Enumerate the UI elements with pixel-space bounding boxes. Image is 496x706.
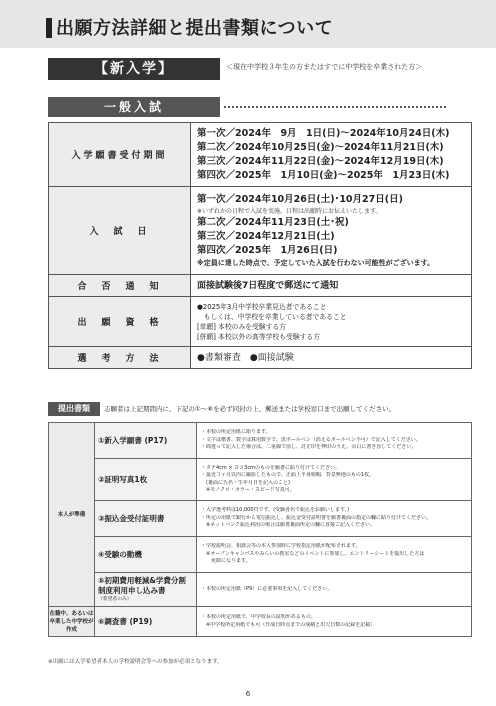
row-label: 出 願 資 格	[49, 297, 191, 347]
document-name: ③振込金受付証明書	[95, 501, 197, 537]
exam-date-line: 第三次／2024年12月21日(土)	[197, 230, 335, 242]
qualification-line: ●2025年3月中学校卒業見込者であること	[197, 302, 327, 311]
document-name: ①新入学願書 (P17)	[95, 423, 197, 459]
group-school-label: 在籍中、あるいは卒業した中学校が作成	[49, 607, 95, 637]
document-description: ・本校の所定用紙で、中学校長の証明があるもの。 ※中学校所定用紙でも可（作成日時点までの成績と出欠日数の記録を記載）	[197, 607, 472, 637]
row-value	[191, 187, 472, 275]
document-description: ・タテ4cm × ヨコ3cmのものを願書に貼り付けてください。 ・最近３ヶ月以内に撮影したもので、正面上半身脱帽、背景無地のもの1枚。 (裏面に氏名・生年月日を記入のこと) ※モノクロ・カラー・スピード写真可。	[197, 459, 472, 501]
table-row	[49, 297, 472, 347]
table-row	[49, 537, 472, 573]
schedule-line: 第三次／2024年11月22日(金)～2024年12月19日(木)	[197, 155, 444, 167]
document-description: ・学校説明会、相談会等の本人参加時に学校指定用紙が配布されます。 ※オープンキャンパスやみらいの教室などのイベントに参加し、エントリーシートを提出した方は 免除になります。	[197, 537, 472, 573]
qualification-line: [併願] 本校以外の高等学校も受験する方	[197, 332, 321, 341]
document-name: ④受験の動機	[95, 537, 197, 573]
category-banner: 【新入学】	[48, 58, 220, 80]
exam-date-line: 第一次／2024年10月26日(土)･10月27日(日)	[197, 193, 403, 205]
table-row	[49, 123, 472, 187]
row-label: 入 試 日	[49, 187, 191, 275]
page-title: 出願方法詳細と提出書類について	[56, 18, 334, 39]
qualification-line: [単願] 本校のみを受験する方	[197, 322, 287, 331]
documents-table	[48, 422, 472, 637]
row-label: 選 考 方 法	[49, 347, 191, 369]
schedule-line: 第二次／2024年10月25日(金)～2024年11月21日(木)	[197, 141, 444, 153]
header-accent-bar	[46, 18, 52, 38]
document-name: ⑤初期費用軽減&学費分割制度利用申し込み書 （希望者のみ）	[95, 573, 197, 607]
exam-date-note: ※いずれかの日程で入試を実施。日程は出願時にお伝えいたします。	[197, 207, 382, 215]
row-value	[191, 297, 472, 347]
schedule-line: 第四次／2025年 1月10日(金)～2025年 1月23日(木)	[197, 169, 450, 181]
row-value	[191, 123, 472, 187]
table-row	[49, 501, 472, 537]
footnote: ※出願には入学希望者本人の学校説明会等への参加が必須となります。	[48, 659, 223, 665]
table-row	[49, 459, 472, 501]
general-exam-table	[48, 122, 472, 369]
document-name: ⑥調査書 (P19)	[95, 607, 197, 637]
row-value: 面接試験後7日程度で郵送にて通知	[191, 275, 472, 297]
table-row	[49, 423, 472, 459]
table-row	[49, 607, 472, 637]
exam-date-note: ※定員に達した時点で、予定していた入試を行わない可能性がございます。	[197, 258, 435, 267]
section-title: 一般入試	[48, 97, 220, 117]
document-description: ・本校の所定用紙に限ります。 ・文字は楷書、数字は算用数字で、黒ボールペン（消えるボールペン不可）で記入してください。 ・間違って記入した場合は、二重線で消し、訂正印を押印のうえ、余白に書き直してください。	[197, 423, 472, 459]
table-row	[49, 275, 472, 297]
table-row	[49, 347, 472, 369]
table-row	[49, 573, 472, 607]
table-row	[49, 187, 472, 275]
exam-date-line: 第四次／2025年 1月26日(日)	[197, 244, 338, 256]
row-label: 合 否 通 知	[49, 275, 191, 297]
row-value: ●書類審査 ●面接試験	[191, 347, 472, 369]
document-name: ②証明写真1枚	[95, 459, 197, 501]
page-header	[0, 0, 496, 48]
schedule-line: 第一次／2024年 9月 1日(日)～2024年10月24日(木)	[197, 127, 450, 139]
category-note: ＜現在中学校３年生の方またはすでに中学校を卒業された方＞	[226, 63, 423, 71]
submission-note: 志願者は上記期間内に、下記の①～⑥を必ず同封の上、郵送または学校窓口まで出願してください。	[104, 405, 396, 413]
group-self-label: 本人が準備	[49, 423, 95, 607]
document-description: ・入学選考料は10,000円です。(受験者名で振込をお願いします。) ・所定の用紙で銀行から電信振込し、振込金受付証明書を願書裏面の指定の欄に貼り付けてください。 ※ネットバンク振込利用の場合は願書裏面所定の欄に直接ご記入ください。	[197, 501, 472, 537]
section-dotted-rule	[224, 106, 446, 108]
qualification-line: もしくは、中学校を卒業している者であること	[197, 312, 347, 321]
row-label: 入学願書受付期間	[49, 123, 191, 187]
page-number: 6	[245, 690, 251, 698]
document-description: ・本校の所定用紙（P9）に必要事項を記入してください。	[197, 573, 472, 607]
exam-date-line: 第二次／2024年11月23日(土･祝)	[197, 216, 349, 228]
submission-tag: 提出書類	[48, 402, 100, 416]
